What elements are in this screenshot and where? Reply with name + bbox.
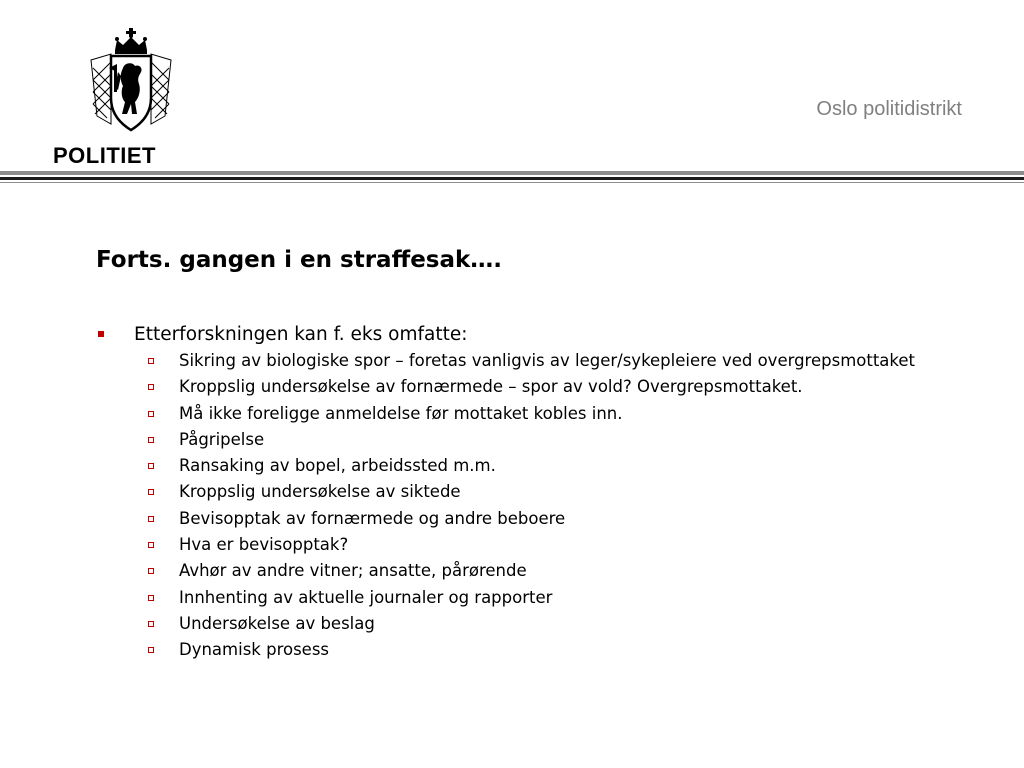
- hollow-square-bullet-icon: [148, 411, 154, 417]
- sub-bullet-item: [96, 587, 976, 608]
- police-logo: [50, 28, 210, 168]
- sub-bullet-text: Pågripelse: [179, 429, 265, 449]
- hollow-square-bullet-icon: [148, 463, 154, 469]
- sub-bullet-text: Avhør av andre vitner; ansatte, pårørende: [179, 561, 527, 581]
- hollow-square-bullet-icon: [148, 568, 154, 574]
- sub-bullet-item: [96, 429, 976, 450]
- main-bullet: [96, 322, 976, 348]
- sub-bullet-text: Bevisopptak av fornærmede og andre beboere: [179, 508, 566, 528]
- sub-bullet-item: [96, 350, 976, 371]
- sub-bullet-item: [96, 481, 976, 502]
- sub-bullet-item: [96, 403, 976, 424]
- hollow-square-bullet-icon: [148, 595, 154, 601]
- sub-bullet-item: [96, 639, 976, 660]
- hollow-square-bullet-icon: [148, 621, 154, 627]
- hollow-square-bullet-icon: [148, 384, 154, 390]
- hollow-square-bullet-icon: [148, 489, 154, 495]
- sub-bullet-text: Innhenting av aktuelle journaler og rapporter: [179, 587, 553, 607]
- sub-bullet-text: Dynamisk prosess: [179, 640, 330, 660]
- district-label: Oslo politidistrikt: [816, 98, 962, 120]
- sub-bullet-item: [96, 508, 976, 529]
- hollow-square-bullet-icon: [148, 516, 154, 522]
- bullet-list: [96, 322, 976, 666]
- hollow-square-bullet-icon: [148, 542, 154, 548]
- sub-bullet-item: [96, 376, 976, 397]
- slide-title: Forts. gangen i en straffesak….: [96, 247, 503, 273]
- sub-bullet-text: Hva er bevisopptak?: [179, 535, 349, 555]
- hollow-square-bullet-icon: [148, 647, 154, 653]
- sub-bullet-item: [96, 613, 976, 634]
- hollow-square-bullet-icon: [148, 437, 154, 443]
- hollow-square-bullet-icon: [148, 358, 154, 364]
- sub-bullet-text: Må ikke foreligge anmeldelse før mottaket kobles inn.: [179, 403, 623, 423]
- header-divider-middle: [0, 177, 1024, 180]
- sub-bullet-text: Kroppslig undersøkelse av fornærmede – spor av vold? Overgrepsmottaket.: [179, 377, 803, 397]
- sub-bullet-text: Ransaking av bopel, arbeidssted m.m.: [179, 456, 496, 476]
- header-divider-bottom: [0, 182, 1024, 183]
- square-bullet-icon: [98, 331, 104, 337]
- police-crest-icon: [85, 28, 177, 132]
- sub-bullet-item: [96, 534, 976, 555]
- sub-bullet-text: Undersøkelse av beslag: [179, 613, 375, 633]
- sub-bullet-list: [96, 350, 976, 660]
- sub-bullet-text: Kroppslig undersøkelse av siktede: [179, 482, 461, 502]
- header-divider-top: [0, 171, 1024, 175]
- sub-bullet-text: Sikring av biologiske spor – foretas vanligvis av leger/sykepleiere ved overgrepsmottaket: [179, 351, 916, 370]
- brand-name: POLITIET: [53, 143, 156, 168]
- sub-bullet-item: [96, 560, 976, 581]
- sub-bullet-item: [96, 455, 976, 476]
- main-bullet-text: Etterforskningen kan f. eks omfatte:: [134, 324, 468, 345]
